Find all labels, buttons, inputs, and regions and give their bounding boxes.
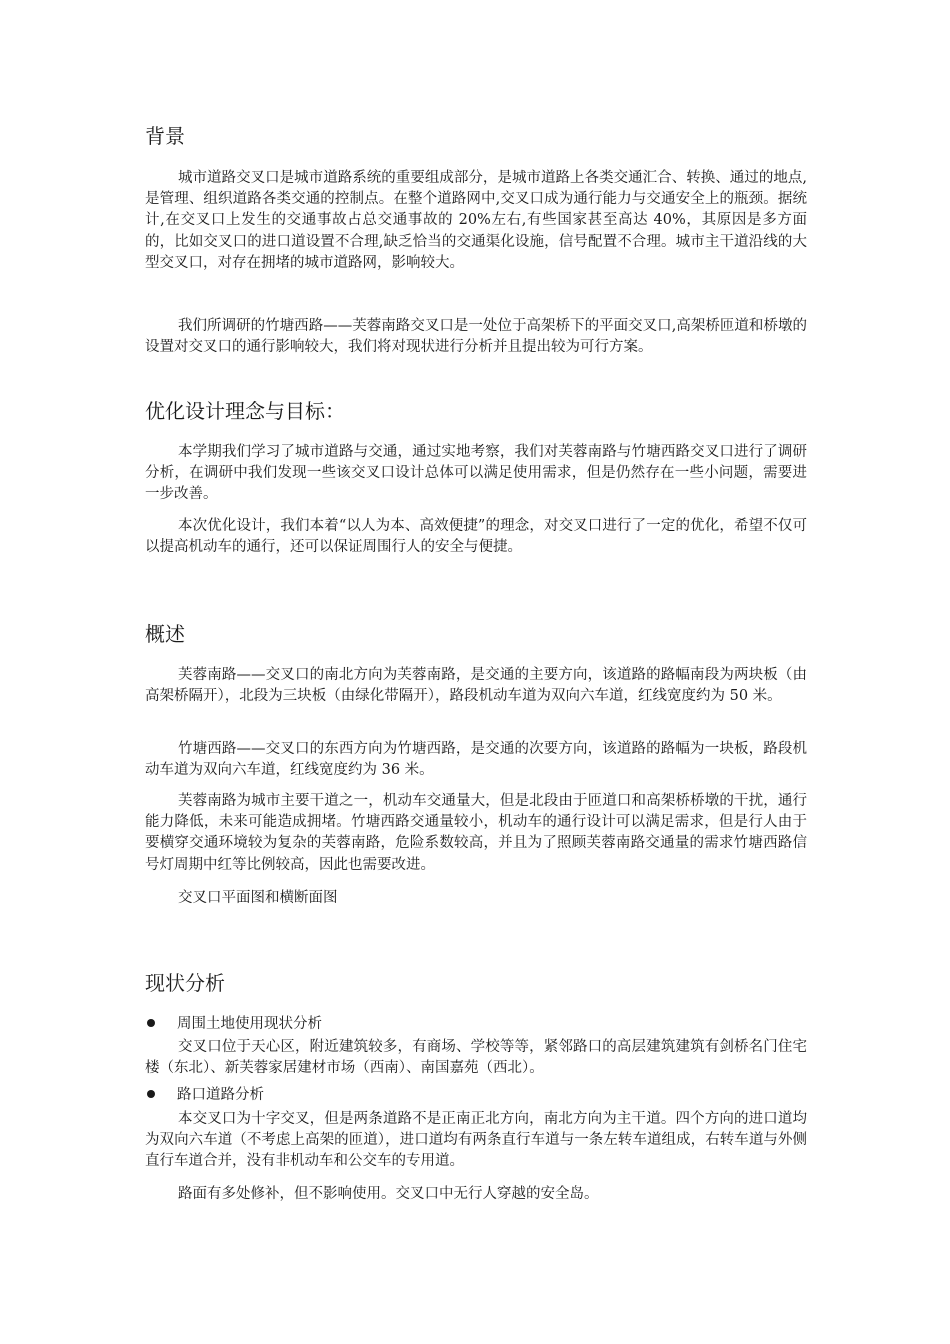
bullet-dot-icon (147, 1090, 155, 1098)
heading-status: 现状分析 (145, 971, 225, 995)
bullet-dot-icon (147, 1019, 155, 1027)
heading-design: 优化设计理念与目标： (145, 399, 345, 423)
bullet-land-use-label: 周围土地使用现状分析 (177, 1016, 322, 1032)
bullet-land-use (145, 1014, 322, 1035)
status-paragraph-3: 路面有多处修补，但不影响使用。交叉口中无行人穿越的安全岛。 (178, 1186, 599, 1202)
overview-paragraph-4: 交叉口平面图和横断面图 (178, 890, 338, 906)
status-paragraph-2: 本交叉口为十字交叉，但是两条道路不是正南正北方向，南北方向为主干道。四个方向的进口道均为双向六车道（不考虑上高架的匝道），进口道均有两条直行车道与一条左转车道组成，右转车道与外侧直行车道合并，没有非机动车和公交车的专用道。 (145, 1111, 807, 1170)
overview-paragraph-3: 芙蓉南路为城市主要干道之一，机动车交通量大，但是北段由于匝道口和高架桥桥墩的干扰，通行能力降低，未来可能造成拥堵。竹塘西路交通量较小，机动车的通行设计可以满足需求，但是行人由于要横穿交通环境较为复杂的芙蓉南路，危险系数较高，并且为了照顾芙蓉南路交通量的需求竹塘西路信号灯周期中红等比例较高，因此也需要改进。 (145, 793, 807, 873)
design-paragraph-2: 本次优化设计，我们本着“以人为本、高效便捷”的理念，对交叉口进行了一定的优化，希望不仅可以提高机动车的通行，还可以保证周围行人的安全与便捷。 (145, 518, 807, 556)
design-paragraph-1: 本学期我们学习了城市道路与交通，通过实地考察，我们对芙蓉南路与竹塘西路交叉口进行了调研分析，在调研中我们发现一些该交叉口设计总体可以满足使用需求，但是仍然存在一些小问题，需要进一步改善。 (145, 444, 807, 503)
heading-overview: 概述 (145, 622, 185, 646)
overview-paragraph-2: 竹塘西路——交叉口的东西方向为竹塘西路，是交通的次要方向，该道路的路幅为一块板，路段机动车道为双向六车道，红线宽度约为 36 米。 (145, 741, 807, 779)
heading-background: 背景 (145, 124, 185, 148)
bullet-road-analysis (145, 1085, 264, 1106)
bullet-road-analysis-label: 路口道路分析 (177, 1087, 264, 1103)
overview-paragraph-1: 芙蓉南路——交叉口的南北方向为芙蓉南路，是交通的主要方向，该道路的路幅南段为两块板（由高架桥隔开），北段为三块板（由绿化带隔开），路段机动车道为双向六车道，红线宽度约为 50 米。 (145, 667, 807, 705)
background-paragraph-1: 城市道路交叉口是城市道路系统的重要组成部分，是城市道路上各类交通汇合、转换、通过的地点,是管理、组织道路各类交通的控制点。在整个道路网中,交叉口成为通行能力与交通安全上的瓶颈。据统计,在交叉口上发生的交通事故占总交通事故的 20%左右,有些国家甚至高达 40%，其原因是多方面的，比如交叉口的进口道设置不合理,缺乏恰当的交通渠化设施，信号配置不合理。城市主干道沿线的大型交叉口，对存在拥堵的城市道路网，影响较大。 (145, 170, 807, 271)
status-paragraph-1: 交叉口位于天心区，附近建筑较多，有商场、学校等等，紧邻路口的高层建筑建筑有剑桥名门住宅楼（东北）、新芙蓉家居建材市场（西南）、南国嘉苑（西北）。 (145, 1039, 807, 1077)
background-paragraph-2: 我们所调研的竹塘西路——芙蓉南路交叉口是一处位于高架桥下的平面交叉口,高架桥匝道和桥墩的设置对交叉口的通行影响较大，我们将对现状进行分析并且提出较为可行方案。 (145, 318, 807, 356)
